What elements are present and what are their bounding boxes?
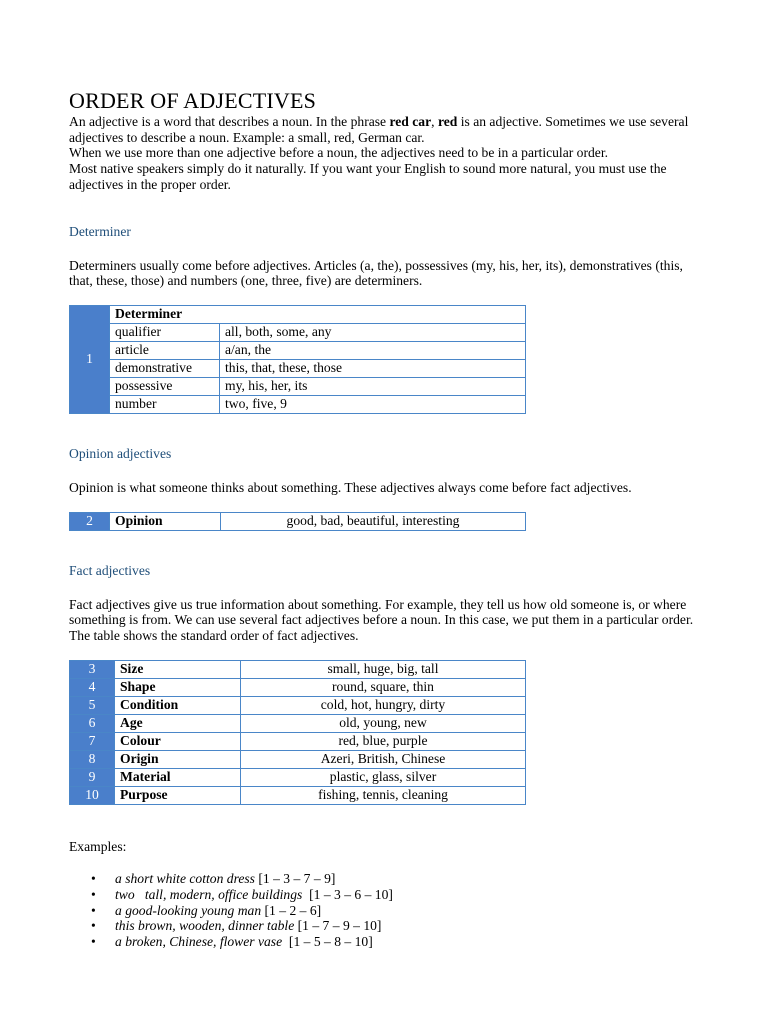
determiner-text: Determiners usually come before adjectives. Articles (a, the), possessives (my, his, her, its), demonstratives (this, that, these, those) and numbers (one, three, five) are determiners.: [69, 257, 683, 289]
category-cell: Material: [115, 768, 241, 786]
example-order: [1 – 2 – 6]: [261, 902, 322, 918]
intro-bold-red: red: [437, 114, 458, 129]
order-number-cell: 1: [70, 305, 110, 413]
category-cell: Colour: [115, 732, 241, 750]
determiner-type: qualifier: [110, 323, 220, 341]
category-cell: Opinion: [110, 512, 221, 530]
order-number-cell: 5: [70, 696, 115, 714]
opinion-text: Opinion is what someone thinks about something. These adjectives always come before fact adjectives.: [69, 479, 632, 495]
table-row: [70, 768, 526, 786]
intro-paragraph-2: When we use more than one adjective before a noun, the adjectives need to be in a particular order.: [69, 145, 608, 161]
examples-cell: red, blue, purple: [241, 732, 526, 750]
examples-cell: plastic, glass, silver: [241, 768, 526, 786]
table-row: [70, 732, 526, 750]
order-number-cell: 6: [70, 714, 115, 732]
fact-text: Fact adjectives give us true information about something. For example, they tell us how old someone is, or where something is from. We can use several fact adjectives before a noun. In this case, we put them in a particular order. The table shows the standard order of fact adjectives.: [69, 596, 694, 644]
determiner-examples: a/an, the: [220, 341, 526, 359]
determiner-examples: this, that, these, those: [220, 359, 526, 377]
page-title: ORDER OF ADJECTIVES: [69, 88, 317, 113]
determiner-table: [69, 305, 526, 414]
example-order: [1 – 5 – 8 – 10]: [282, 933, 373, 949]
examples-cell: cold, hot, hungry, dirty: [241, 696, 526, 714]
order-number-cell: 8: [70, 750, 115, 768]
table-row: [70, 660, 526, 678]
category-cell: Condition: [115, 696, 241, 714]
category-cell: Size: [115, 660, 241, 678]
list-item: [115, 934, 709, 950]
list-item: [115, 903, 709, 919]
example-phrase: two tall, modern, office buildings: [115, 887, 303, 903]
determiner-type: number: [110, 395, 220, 413]
table-row: [70, 786, 526, 804]
category-cell: Origin: [115, 750, 241, 768]
examples-cell: small, huge, big, tall: [241, 660, 526, 678]
determiner-type: article: [110, 341, 220, 359]
determiner-table-header: Determiner: [110, 305, 526, 323]
list-item: [115, 887, 709, 903]
examples-cell: good, bad, beautiful, interesting: [221, 512, 526, 530]
examples-cell: round, square, thin: [241, 678, 526, 696]
category-cell: Age: [115, 714, 241, 732]
table-row: [70, 512, 526, 530]
example-phrase: a short white cotton dress: [115, 871, 255, 887]
examples-cell: fishing, tennis, cleaning: [241, 786, 526, 804]
fact-table: [69, 660, 526, 805]
intro-paragraph-1: [69, 114, 709, 145]
table-row: [70, 359, 526, 377]
intro-text: is an adjective. Sometimes we use several adjectives to describe a noun. Example: a small, red, German car.: [69, 114, 689, 145]
order-number-cell: 9: [70, 768, 115, 786]
examples-cell: Azeri, British, Chinese: [241, 750, 526, 768]
intro-paragraph-3: Most native speakers simply do it naturally. If you want your English to sound more natural, you must use the adjectives in the proper order.: [69, 161, 667, 192]
order-number-cell: 4: [70, 678, 115, 696]
table-row: [70, 377, 526, 395]
order-number-cell: 2: [70, 512, 110, 530]
determiner-heading: Determiner: [69, 223, 131, 239]
order-number-cell: 7: [70, 732, 115, 750]
fact-heading: Fact adjectives: [69, 562, 151, 578]
determiner-type: possessive: [110, 377, 220, 395]
examples-list: [69, 871, 709, 949]
list-item: [115, 918, 709, 934]
order-number-cell: 3: [70, 660, 115, 678]
example-phrase: a good-looking young man: [115, 902, 262, 918]
table-row: [70, 678, 526, 696]
order-number-cell: 10: [70, 786, 115, 804]
table-row: [70, 341, 526, 359]
table-row: [70, 696, 526, 714]
example-phrase: a broken, Chinese, flower vase: [115, 933, 283, 949]
table-row: [70, 395, 526, 413]
category-cell: Purpose: [115, 786, 241, 804]
determiner-examples: my, his, her, its: [220, 377, 526, 395]
document-page: [69, 88, 709, 949]
examples-heading: Examples:: [69, 838, 127, 854]
list-item: [115, 871, 709, 887]
example-order: [1 – 7 – 9 – 10]: [294, 918, 382, 934]
determiner-examples: all, both, some, any: [220, 323, 526, 341]
opinion-heading: Opinion adjectives: [69, 445, 172, 461]
example-phrase: this brown, wooden, dinner table: [115, 918, 295, 934]
intro-bold-red-car: red car: [389, 114, 432, 129]
category-cell: Shape: [115, 678, 241, 696]
table-row: [70, 750, 526, 768]
table-row: [70, 305, 526, 323]
examples-cell: old, young, new: [241, 714, 526, 732]
intro-text: An adjective is a word that describes a noun. In the phrase: [69, 114, 390, 129]
table-row: [70, 714, 526, 732]
example-order: [1 – 3 – 6 – 10]: [302, 887, 393, 903]
example-order: [1 – 3 – 7 – 9]: [254, 871, 336, 887]
table-row: [70, 323, 526, 341]
intro-text: ,: [431, 114, 438, 129]
opinion-table: [69, 512, 526, 531]
determiner-type: demonstrative: [110, 359, 220, 377]
determiner-examples: two, five, 9: [220, 395, 526, 413]
